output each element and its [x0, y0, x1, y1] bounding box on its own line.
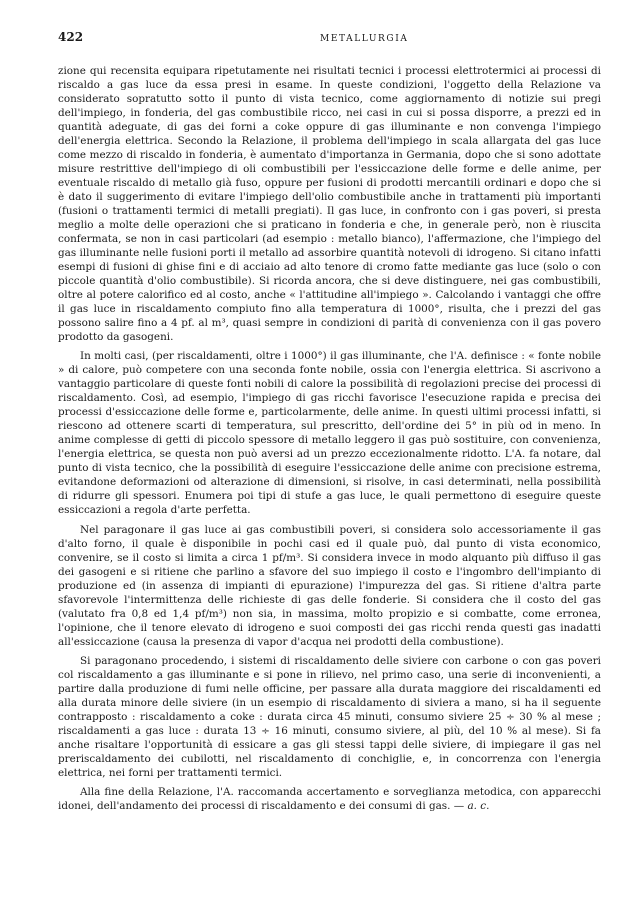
journal-title: METALLURGIA [320, 34, 409, 44]
article-body [58, 64, 601, 813]
paragraph-1: zione qui recensita equipara ripetutamente nei risultati tecnici i processi elettrotermici ai processi di riscaldo a gas luce da essa presi in esame. In queste condizioni, l'oggetto della Relazione va considerato sopratutto sotto il punto di vista tecnico, come aggiornamento di notizie sui pregi dell'impiego, in fonderia, del gas combustibile ricco, nei casi in cui si possa disporre, a prezzi ed in quantità adeguate, di gas dei forni a coke oppure di gas illuminante e non convenga l'impiego dell'energia elettrica. Secondo la Relazione, il problema dell'impiego in scala allargata del gas luce come mezzo di riscaldo in fonderia, è aumentato d'importanza in Germania, dopo che si sono adottate misure restrittive dell'impiego di oli combustibili per l'essiccazione delle forme e delle anime, per eventuale riscaldo di metallo già fuso, oppure per fusioni di prodotti mercantili ordinari e dopo che si è dato il suggerimento di evitare l'impiego dell'olio combustibile anche in trattamenti più importanti (fusioni o trattamenti termici di metalli pregiati). Il gas luce, in confronto con i gas poveri, si presta meglio a molte delle operazioni che si praticano in fonderia e che, in generale però, non è riuscita confermata, se non in casi particolari (ad esempio : metallo bianco), l'affermazione, che l'impiego del gas illuminante nelle fusioni porti il metallo ad assorbire quantità notevoli di idrogeno. Si citano infatti esempi di fusioni di ghise fini e di acciaio ad alto tenore di cromo fatte mediante gas luce (solo o con piccole quantità d'olio combustibile). Si ricorda ancora, che si deve distinguere, nei gas combustibili, oltre al potere calorifico ed al costo, anche « l'attitudine all'impiego ». Calcolando i vantaggi che offre il gas luce in riscaldamento compiuto fino alla temperatura di 1000°, risulta, che i prezzi del gas possono salire fino a 4 pf. al m³, quasi sempre in condizioni di parità di convenienza con il gas povero prodotto da gasogeni. [58, 65, 601, 344]
paragraph-4: Si paragonano procedendo, i sistemi di riscaldamento delle siviere con carbone o con gas poveri col riscaldamento a gas illuminante e si pone in rilievo, nel primo caso, una serie di inconvenienti, a partire dalla produzione di fumi nelle officine, per passare alla durata maggiore dei riscaldamenti ed alla durata minore delle siviere (in un esempio di riscaldamento di siviera a mano, si ha il seguente contrapposto : riscaldamento a coke : durata circa 45 minuti, consumo siviere 25 ÷ 30 % al mese ; riscaldamenti a gas luce : durata 13 ÷ 16 minuti, consumo siviere, al più, del 10 % al mese). Si fa anche risaltare l'opportunità di essicare a gas gli stessi tappi delle siviere, di impiegare il gas nel preriscaldamento dei cubilotti, nel riscaldamento di conchiglie, e, in concorrenza con l'energia elettrica, nei forni per trattamenti termici. [58, 654, 601, 779]
author-signature: a. c. [467, 799, 490, 812]
paragraph-2: In molti casi, (per riscaldamenti, oltre i 1000°) il gas illuminante, che l'A. definisce : « fonte nobile » di calore, può competere con una seconda fonte nobile, ossia con l'energia elettrica. Si ascrivono a vantaggio particolare di queste fonti nobili di calore la possibilità di regolazioni precise dei processi di riscaldamento. Così, ad esempio, l'impiego di gas ricchi favorisce l'esecuzione rapida e precisa dei processi d'essiccazione delle forme e, particolarmente, delle anime. In questi ultimi processi infatti, si riescono ad ottenere scarti di temperatura, sul prescritto, dell'ordine dei 5° in più od in meno. In anime complesse di getti di piccolo spessore di metallo leggero il gas può sostituire, con convenienza, l'energia elettrica, se questa non può aversi ad un prezzo eccezionalmente ridotto. L'A. fa notare, dal punto di vista tecnico, che la possibilità di eseguire l'essiccazione delle anime con precisione estrema, evitandone deformazioni od alterazione di dimensioni, si risolve, in casi determinati, nella possibilità di ridurre gli spessori. Enumera poi tipi di stufe a gas luce, le quali permettono di eseguire queste essiccazioni a regola d'arte perfetta. [58, 350, 601, 517]
paragraph-5-text: Alla fine della Relazione, l'A. raccomanda accertamento e sorveglianza metodica, con apparecchi idonei, dell'andamento dei processi di riscaldamento e dei consumi di gas. — [58, 785, 601, 812]
paragraph-3: Nel paragonare il gas luce ai gas combustibili poveri, si considera solo accessoriamente il gas d'alto forno, il quale è disponibile in pochi casi ed il quale può, dal punto di vista economico, convenire, se il costo si limita a circa 1 pf/m³. Si considera invece in modo alquanto più diffuso il gas dei gasogeni e si ritiene che parlino a sfavore del suo impiego il costo e l'ingombro dell'impianto di produzione ed (in assenza di impianti di epurazione) l'impurezza del gas. Si ritiene d'altra parte sfavorevole l'intermittenza delle richieste di gas delle fonderie. Si considera che il costo del gas (valutato fra 0,8 ed 1,4 pf/m³) non sia, in massima, molto propizio e si combatte, come erronea, l'opinione, che il tenore elevato di idrogeno e suoi composti dei gas ricchi renda questi gas inadatti all'essiccazione (causa la presenza di vapor d'acqua nei prodotti della combustione). [58, 523, 601, 648]
paragraph-5 [58, 785, 601, 813]
page-number: 422 [58, 30, 84, 44]
running-head [58, 30, 601, 56]
